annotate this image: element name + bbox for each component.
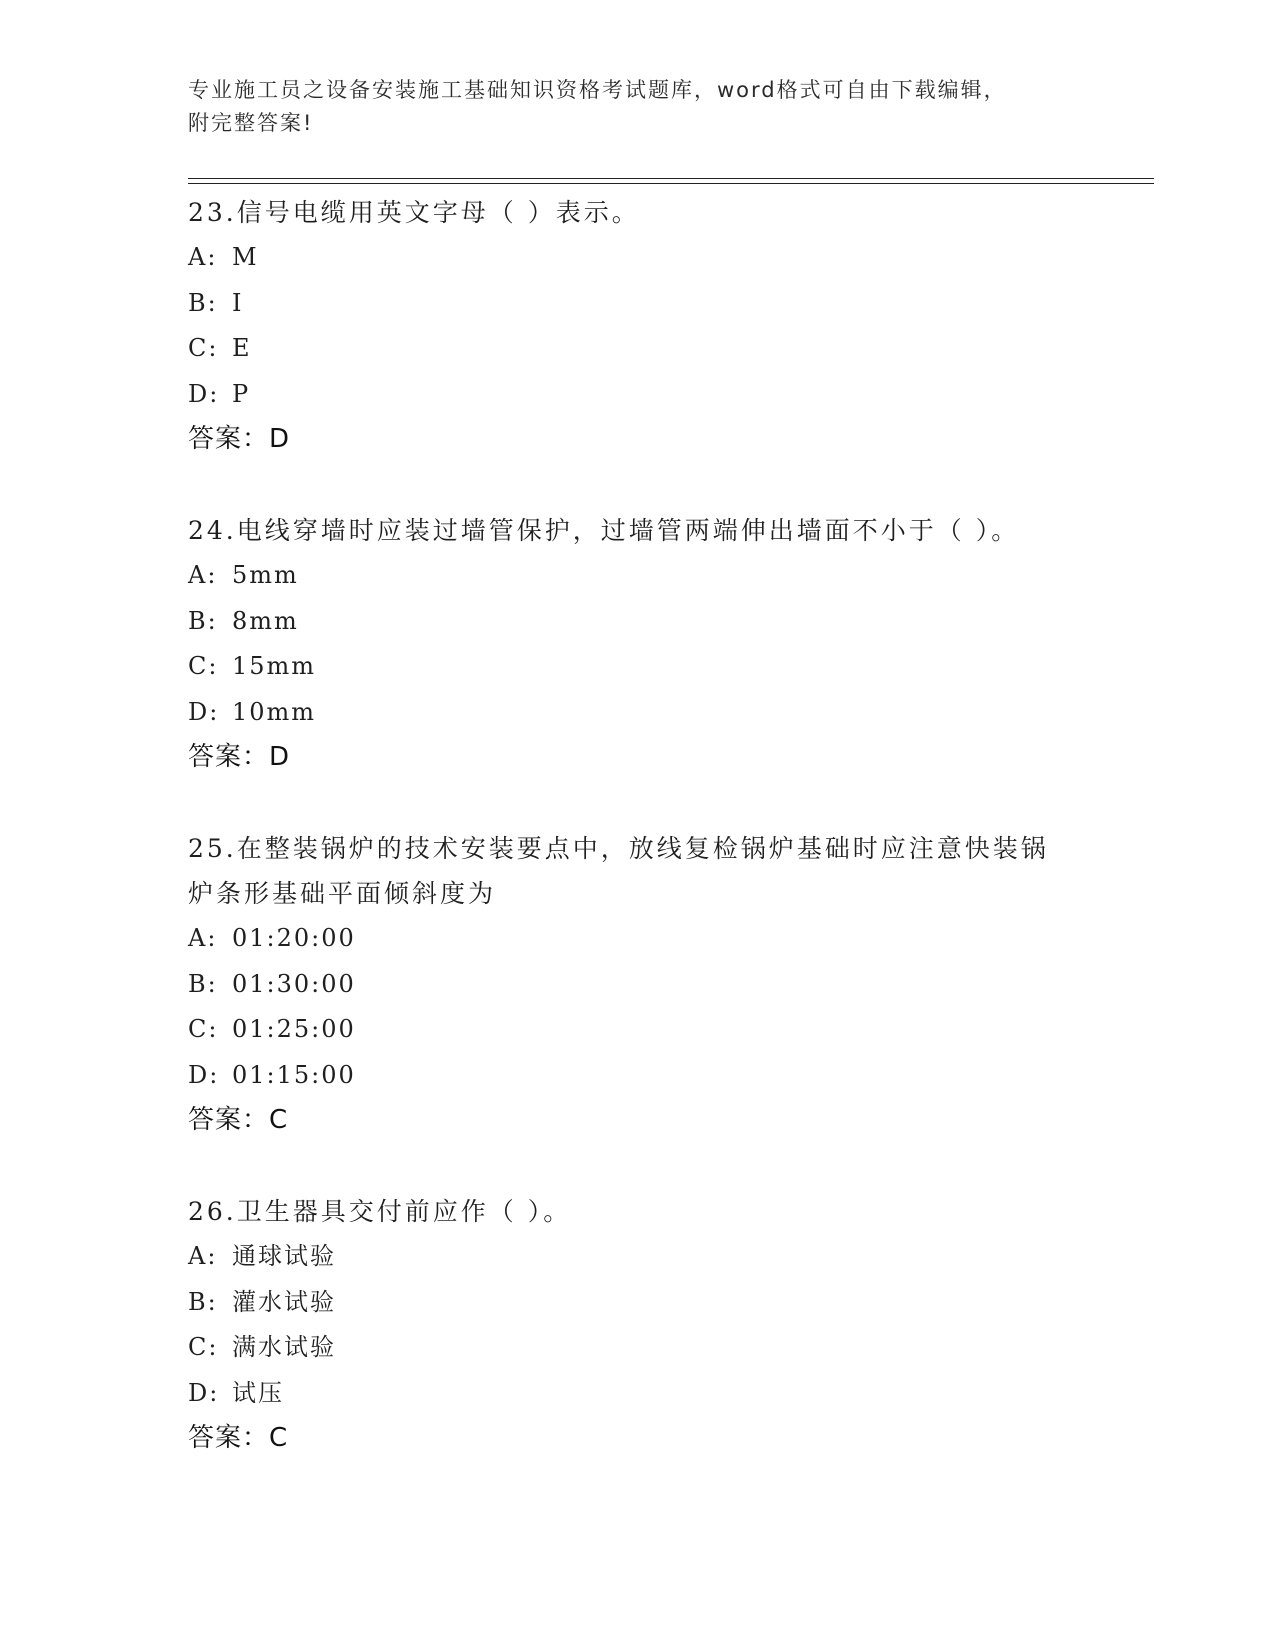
option-letter: D: [188, 697, 220, 726]
option-text: 01:20:00 [232, 924, 356, 952]
option-letter: C: [188, 1333, 219, 1361]
option-a [188, 553, 1088, 599]
option-a [188, 1234, 1088, 1280]
option-b [188, 1280, 1088, 1326]
option-text: 试压 [232, 1378, 284, 1407]
option-text: 8mm [232, 606, 299, 635]
option-letter: B: [188, 1287, 218, 1316]
option-text: 15mm [232, 652, 317, 680]
option-letter: C: [188, 652, 219, 680]
option-c [188, 1325, 1088, 1371]
option-c [188, 644, 1088, 690]
option-text: 10mm [232, 697, 317, 726]
option-text: 灌水试验 [232, 1287, 336, 1316]
option-text: 通球试验 [232, 1242, 336, 1270]
option-letter: C: [188, 334, 219, 362]
option-a [188, 916, 1088, 962]
option-letter: C: [188, 1015, 219, 1043]
option-letter: A: [188, 924, 218, 952]
option-letter: A: [188, 561, 218, 589]
question-stem: 26.卫生器具交付前应作（ ）。 [188, 1197, 572, 1226]
document-header [188, 74, 1088, 140]
option-b [188, 962, 1088, 1008]
option-letter: B: [188, 606, 218, 635]
answer-text: 答案：D [188, 742, 291, 772]
option-c [188, 1007, 1088, 1053]
option-d [188, 690, 1088, 736]
option-text: M [232, 243, 259, 271]
question-list [188, 190, 1088, 1461]
option-b [188, 599, 1088, 645]
option-letter: A: [188, 243, 218, 271]
option-d [188, 1371, 1088, 1417]
question-24 [188, 508, 1088, 780]
question-spacer [188, 780, 1088, 826]
option-text: E [232, 334, 252, 362]
question-stem: 25.在整装锅炉的技术安装要点中，放线复检锅炉基础时应注意快装锅 炉条形基础平面倾斜度为 [188, 834, 1049, 908]
option-text: I [232, 288, 244, 317]
answer-text: 答案：C [188, 1105, 289, 1135]
option-letter: D: [188, 1060, 220, 1089]
header-divider-bottom [188, 183, 1154, 184]
option-c [188, 326, 1088, 372]
option-b [188, 281, 1088, 327]
option-letter: D: [188, 1378, 220, 1407]
question-25 [188, 826, 1088, 1143]
question-23 [188, 190, 1088, 462]
header-line-2: 附完整答案! [188, 111, 314, 135]
question-spacer [188, 462, 1088, 508]
option-d [188, 1053, 1088, 1099]
answer-text: 答案：C [188, 1423, 289, 1453]
option-text: 01:25:00 [232, 1015, 356, 1043]
option-a [188, 235, 1088, 281]
option-text: 01:15:00 [232, 1060, 356, 1089]
question-spacer [188, 1143, 1088, 1189]
option-text: P [232, 379, 251, 408]
option-letter: B: [188, 288, 218, 317]
header-line-1: 专业施工员之设备安装施工基础知识资格考试题库，word格式可自由下载编辑， [188, 78, 1007, 102]
header-divider-top [188, 178, 1154, 179]
question-stem: 23.信号电缆用英文字母（ ）表示。 [188, 198, 640, 227]
option-d [188, 372, 1088, 418]
option-text: 满水试验 [232, 1333, 336, 1361]
question-26 [188, 1189, 1088, 1461]
option-letter: D: [188, 379, 220, 408]
option-letter: A: [188, 1242, 218, 1270]
question-stem: 24.电线穿墙时应装过墙管保护，过墙管两端伸出墙面不小于（ ）。 [188, 516, 1020, 545]
option-letter: B: [188, 969, 218, 998]
option-text: 5mm [232, 561, 299, 589]
answer-text: 答案：D [188, 424, 291, 454]
option-text: 01:30:00 [232, 969, 356, 998]
